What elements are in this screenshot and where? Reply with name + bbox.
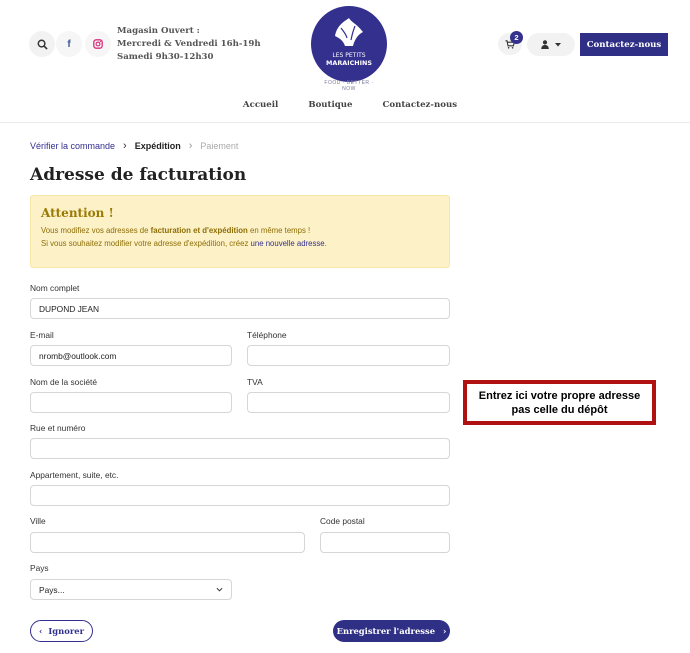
email-label: E-mail — [30, 330, 54, 340]
site-header — [0, 0, 690, 123]
annotation-line-2: pas celle du dépôt — [511, 403, 608, 416]
vat-label: TVA — [247, 377, 263, 387]
fullname-input[interactable]: DUPOND JEAN — [30, 298, 450, 319]
nav-contact[interactable]: Contactez-nous — [382, 100, 458, 110]
contact-button[interactable]: Contactez-nous — [580, 33, 668, 56]
country-selected-value: Pays... — [39, 584, 65, 595]
account-menu-button[interactable] — [527, 33, 575, 56]
logo-tagline: FOOD · BETTER · NOW — [324, 80, 374, 92]
breadcrumb-separator: › — [188, 140, 193, 152]
nav-home[interactable]: Accueil — [242, 100, 279, 110]
user-icon — [541, 40, 549, 49]
alert-text: en même temps ! — [247, 226, 311, 235]
breadcrumb-payment: Paiement — [200, 141, 239, 151]
phone-input[interactable] — [247, 345, 450, 366]
store-hours — [117, 25, 261, 64]
instruction-annotation — [463, 380, 656, 425]
chevron-right-icon: › — [443, 626, 447, 636]
apartment-label: Appartement, suite, etc. — [30, 470, 119, 480]
street-input[interactable] — [30, 438, 450, 459]
logo-line2: MARAICHINS — [326, 59, 372, 67]
email-input[interactable]: nromb@outlook.com — [30, 345, 232, 366]
phone-label: Téléphone — [247, 330, 287, 340]
alert-line-1 — [41, 224, 439, 237]
logo-mark — [311, 6, 387, 82]
fullname-label: Nom complet — [30, 283, 80, 293]
hours-title: Magasin Ouvert : — [117, 26, 200, 36]
alert-emphasis: facturation et d'expédition — [150, 226, 248, 235]
facebook-icon: f — [67, 38, 71, 50]
warning-alert — [30, 195, 450, 268]
alert-text: Si vous souhaitez modifier votre adresse d'expédition, créez — [41, 239, 251, 248]
vat-input[interactable] — [247, 392, 450, 413]
nav-shop[interactable]: Boutique — [308, 100, 353, 110]
search-icon — [37, 39, 48, 50]
caret-down-icon — [555, 43, 561, 47]
country-select[interactable] — [30, 579, 232, 600]
breadcrumb-verify-order[interactable]: Vérifier la commande — [30, 141, 116, 151]
alert-line-2 — [41, 237, 439, 250]
alert-text: . — [324, 239, 327, 248]
ignore-label: Ignorer — [48, 626, 84, 636]
breadcrumb-separator: › — [123, 140, 127, 152]
checkout-breadcrumb — [30, 140, 238, 152]
postal-input[interactable] — [320, 532, 450, 553]
logo-line1: LES PETITS — [332, 52, 366, 59]
site-logo[interactable] — [311, 6, 387, 82]
page-title: Adresse de facturation — [30, 165, 247, 185]
breadcrumb-shipping: Expédition — [134, 141, 181, 151]
chevron-left-icon: ‹ — [39, 626, 43, 636]
postal-label: Code postal — [320, 516, 365, 526]
hours-saturday: Samedi 9h30-12h30 — [117, 52, 214, 62]
country-label: Pays — [30, 563, 49, 573]
chevron-down-icon — [216, 586, 223, 593]
hours-weekday: Mercredi & Vendredi 16h-19h — [117, 39, 261, 49]
city-label: Ville — [30, 516, 46, 526]
apartment-input[interactable] — [30, 485, 450, 506]
new-address-link[interactable]: une nouvelle adresse — [250, 239, 325, 248]
company-label: Nom de la société — [30, 377, 98, 387]
alert-text: Vous modifiez vos adresses de — [41, 226, 151, 235]
alert-title: Attention ! — [41, 206, 114, 220]
facebook-button[interactable] — [56, 31, 82, 57]
city-input[interactable] — [30, 532, 305, 553]
annotation-line-1: Entrez ici votre propre adresse — [478, 389, 641, 402]
street-label: Rue et numéro — [30, 423, 86, 433]
save-label: Enregistrer l'adresse — [336, 626, 436, 636]
instagram-icon — [93, 39, 103, 49]
cart-count-badge: 2 — [510, 31, 523, 44]
main-nav — [0, 100, 690, 110]
ignore-button[interactable] — [30, 620, 93, 642]
instagram-button[interactable] — [85, 31, 111, 57]
save-address-button[interactable] — [333, 620, 450, 642]
search-button[interactable] — [29, 31, 55, 57]
company-input[interactable] — [30, 392, 232, 413]
